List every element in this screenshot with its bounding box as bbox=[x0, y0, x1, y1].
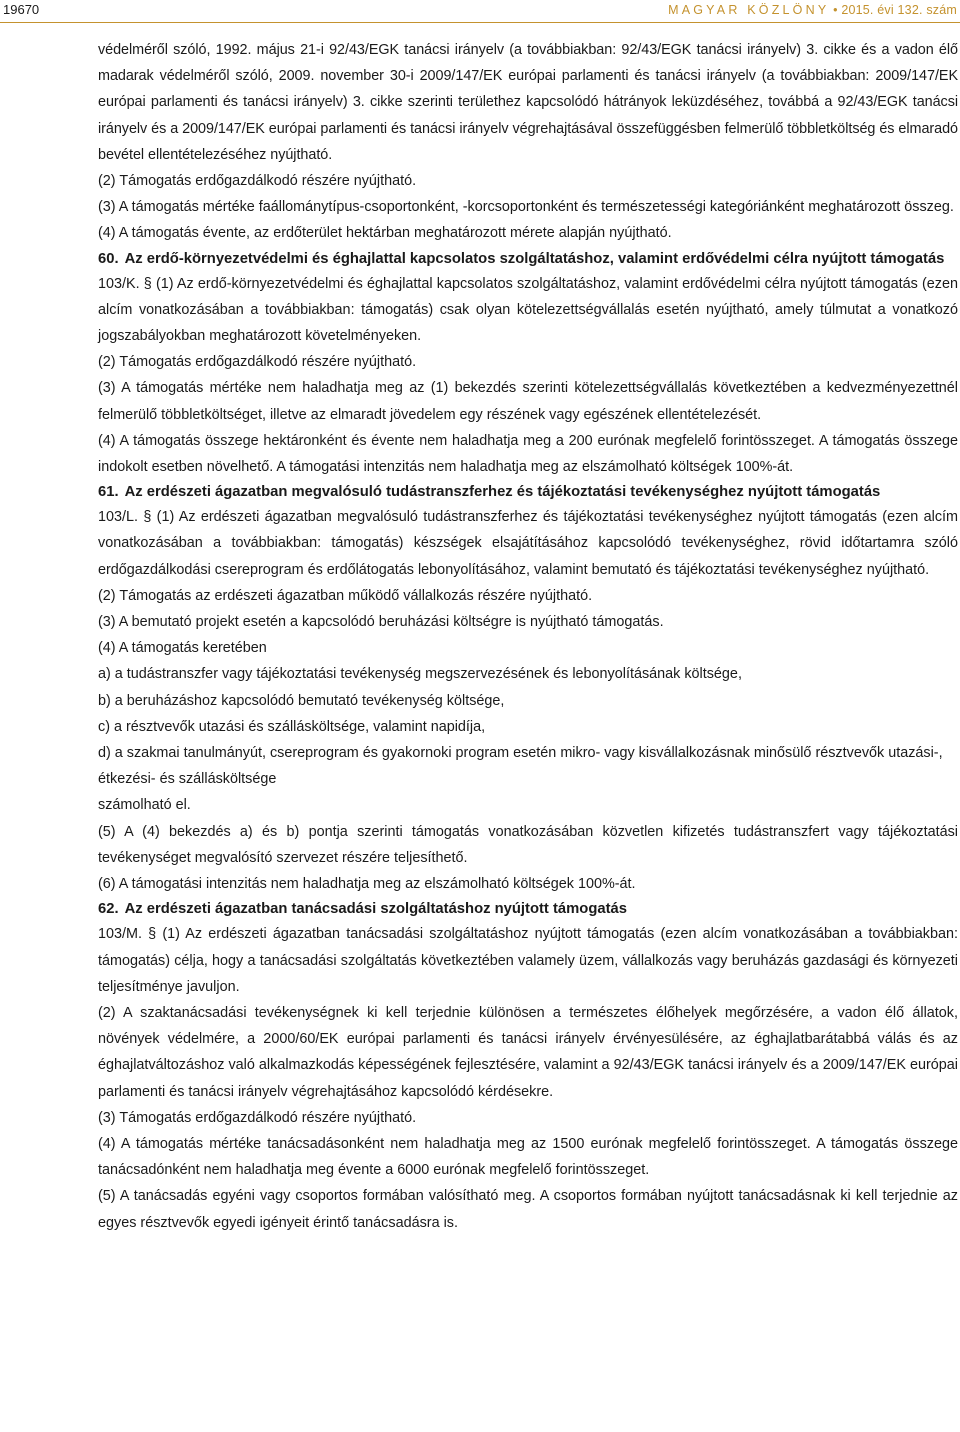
page-number: 19670 bbox=[3, 2, 40, 17]
list-item: a) a tudástranszfer vagy tájékoztatási tevékenység megszervezésének és lebonyolításának költsége, bbox=[98, 666, 742, 683]
list-item: b) a beruházáshoz kapcsolódó bemutató tevékenység költsége, bbox=[98, 692, 505, 709]
journal-info bbox=[668, 1, 957, 19]
section-title: Az erdészeti ágazatban tanácsadási szolgáltatáshoz nyújtott támogatás bbox=[124, 901, 627, 918]
page-header bbox=[0, 0, 960, 22]
paragraph: (4) A támogatás keretében bbox=[98, 640, 267, 657]
paragraph-intro: védelméről szóló, 1992. május 21-i 92/43/EGK tanácsi irányelv (a továbbiakban: 92/43/EGK tanácsi irányelv) 3. cikke és a vadon élő madarak védelméről szóló, 2009. november 30-i 2009/147/EK európai parlamenti és tanácsi irányelv (a továbbiakban: 2009/147/EK európai parlamenti és tanácsi irányelv) 3. cikke szerinti területhez kapcsolódó hátrányok leküzdéséhez, továbbá a 92/43/EGK tanácsi irányelv és a 2009/147/EK európai parlamenti és tanácsi irányelv végrehajtásával összefüggésben felmerülő többletköltség és elmaradó bevétel ellentételezéséhez nyújtható. bbox=[98, 42, 958, 163]
section-title: Az erdő-környezetvédelmi és éghajlattal kapcsolatos szolgáltatáshoz, valamint erdővédelmi célra nyújtott támogatás bbox=[124, 250, 945, 267]
paragraph: (3) A bemutató projekt esetén a kapcsolódó beruházási költségre is nyújtható támogatás. bbox=[98, 614, 664, 631]
paragraph: (2) Támogatás az erdészeti ágazatban működő vállalkozás részére nyújtható. bbox=[98, 587, 593, 604]
list-item: d) a szakmai tanulmányút, csereprogram és gyakornoki program esetén mikro- vagy kisvállalkozásnak minősülő résztvevők utazási-, étkezési- és szállásköltsége bbox=[98, 745, 943, 788]
paragraph: (2) Támogatás erdőgazdálkodó részére nyújtható. bbox=[98, 173, 417, 190]
section-heading-61 bbox=[98, 480, 958, 504]
header-rule bbox=[0, 22, 960, 23]
section-title: Az erdészeti ágazatban megvalósuló tudástranszferhez és tájékoztatási tevékenységhez nyújtott támogatás bbox=[124, 484, 881, 501]
paragraph: 103/M. § (1) Az erdészeti ágazatban tanácsadási szolgáltatáshoz nyújtott támogatás (ezen alcím vonatkozásában a továbbiakban: támogatás) célja, hogy a tanácsadási szolgáltatás következtében valamely üzem, vállalkozás vagy beruházás gazdasági és környezeti teljesítménye javuljon. bbox=[98, 926, 958, 995]
journal-issue: 2015. évi 132. szám bbox=[841, 3, 957, 17]
journal-separator: • bbox=[833, 3, 838, 17]
section-number: 61. bbox=[98, 484, 119, 501]
paragraph: (2) Támogatás erdőgazdálkodó részére nyújtható. bbox=[98, 354, 417, 371]
section-heading-62 bbox=[98, 897, 958, 921]
paragraph: (6) A támogatási intenzitás nem haladhatja meg az elszámolható költségek 100%-át. bbox=[98, 876, 636, 893]
paragraph: számolható el. bbox=[98, 797, 191, 814]
paragraph: (4) A támogatás összege hektáronként és évente nem haladhatja meg a 200 eurónak megfelelő forintösszeget. A támogatás összege indokolt esetben növelhető. A támogatási intenzitás nem haladhatja meg az elszámolható költségek 100%-át. bbox=[98, 432, 958, 476]
paragraph: 103/L. § (1) Az erdészeti ágazatban megvalósuló tudástranszferhez és tájékoztatási tevékenységhez nyújtott támogatás (ezen alcím vonatkozásában a továbbiakban: támogatás) készségek elsajátításához kapcsolódó tevékenységhez, rövid időtartamra szóló erdőgazdálkodási csereprogram és erdőlátogatás lebonyolításához, valamint bemutató és tájékoztatási tevékenységhez nyújtható. bbox=[98, 509, 958, 578]
paragraph: (3) Támogatás erdőgazdálkodó részére nyújtható. bbox=[98, 1109, 417, 1126]
paragraph: (5) A (4) bekezdés a) és b) pontja szerinti támogatás vonatkozásában közvetlen kifizetés tudástranszfert vagy tájékoztatási tevékenységet megvalósító szervezet részére teljesíthető. bbox=[98, 823, 958, 866]
document-body bbox=[98, 37, 958, 1236]
list-item: c) a résztvevők utazási és szállásköltsége, valamint napidíja, bbox=[98, 718, 486, 735]
paragraph: (2) A szaktanácsadási tevékenységnek ki kell terjednie különösen a természetes élőhelyek megőrzésére, a vadon élő állatok, növények védelmére, a 2000/60/EK európai parlamenti és tanácsi irányelv érvényesülésére, az éghajlatbarátabbá válás és az éghajlatváltozáshoz való alkalmazkodás képességének fejlesztésére, valamint a 92/43/EGK tanácsi irányelv és a 2009/147/EK európai parlamenti és tanácsi irányelv végrehajtásához kapcsolódó kérdésekre. bbox=[98, 1004, 958, 1100]
paragraph: (4) A támogatás évente, az erdőterület hektárban meghatározott mérete alapján nyújtható. bbox=[98, 225, 672, 242]
paragraph: 103/K. § (1) Az erdő-környezetvédelmi és éghajlattal kapcsolatos szolgáltatáshoz, valamint erdővédelmi célra nyújtott támogatás (ezen alcím vonatkozásában a továbbiakban: támogatás) csak olyan kötelezettségvállalás esetén nyújtható, amely túlmutat a vonatkozó jogszabályokban meghatározott követelményeken. bbox=[98, 275, 958, 345]
paragraph: (3) A támogatás mértéke nem haladhatja meg az (1) bekezdés szerinti kötelezettségvállalás következtében a kedvezményezettnél felmerülő többletköltséget, illetve az elmaradt jövedelem egy részének vagy egészének ellentételezését. bbox=[98, 380, 958, 423]
section-number: 60. bbox=[98, 250, 119, 267]
paragraph: (3) A támogatás mértéke faállománytípus-csoportonként, -korcsoportonként és természetességi kategóriánként meghatározott összeg. bbox=[98, 199, 954, 216]
paragraph: (4) A támogatás mértéke tanácsadásonként nem haladhatja meg az 1500 eurónak megfelelő forintösszeget. A támogatás összege tanácsadónként nem haladhatja meg évente a 6000 eurónak megfelelő forintösszeget. bbox=[98, 1135, 958, 1179]
section-heading-60 bbox=[98, 247, 958, 271]
paragraph: (5) A tanácsadás egyéni vagy csoportos formában valósítható meg. A csoportos formában nyújtott tanácsadásnak ki kell terjednie az egyes résztvevők egyedi igényeit érintő tanácsadásra is. bbox=[98, 1188, 958, 1231]
journal-name: MAGYAR KÖZLÖNY bbox=[668, 3, 830, 17]
section-number: 62. bbox=[98, 901, 119, 918]
